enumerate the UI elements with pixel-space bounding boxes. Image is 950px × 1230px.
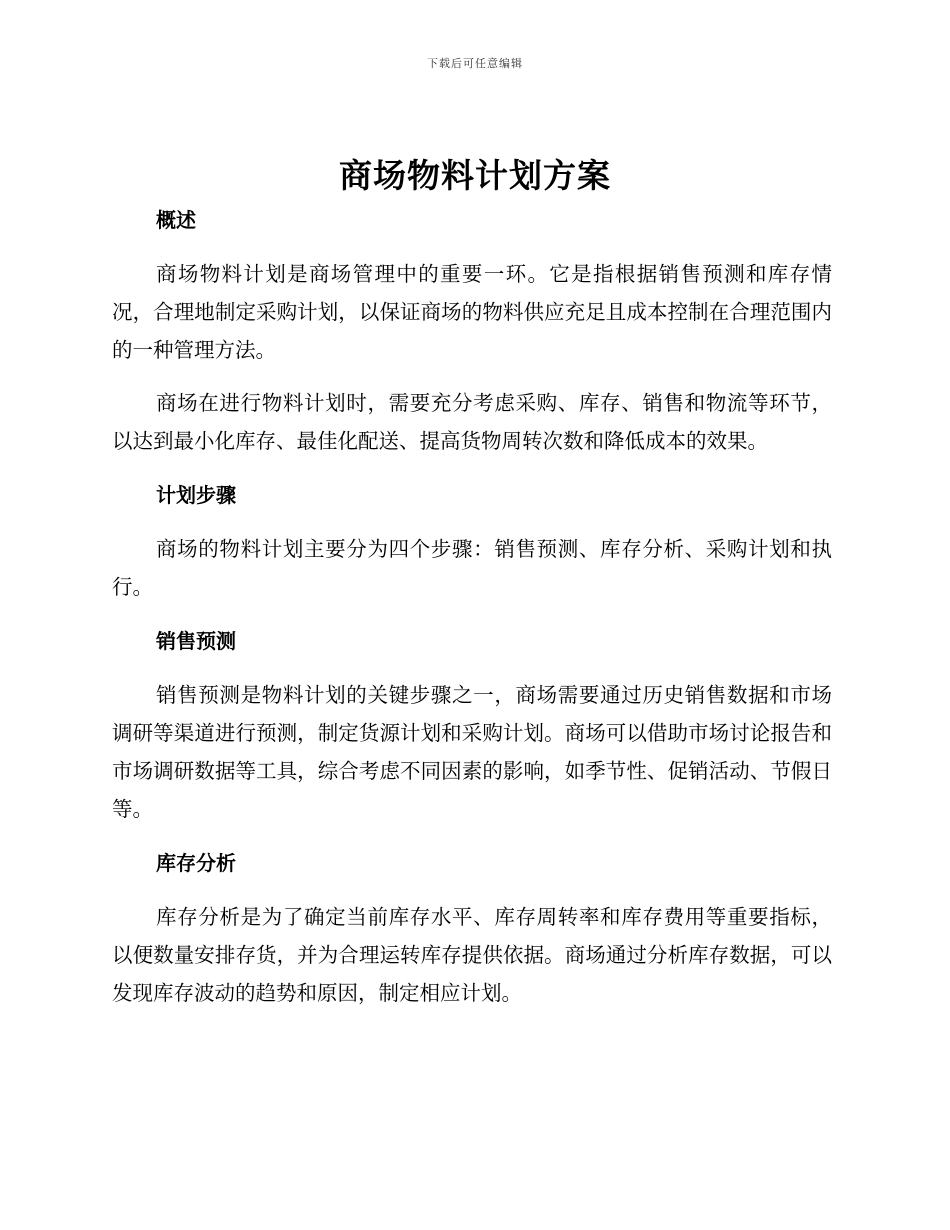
paragraph: 库存分析是为了确定当前库存水平、库存周转率和库存费用等重要指标，以便数量安排存货，并为合理运转库存提供依据。商场通过分析库存数据，可以发现库存波动的趋势和原因，制定相应计划。	[112, 905, 832, 1005]
section-heading: 概述	[156, 208, 196, 232]
paragraph: 商场物料计划是商场管理中的重要一环。它是指根据销售预测和库存情况，合理地制定采购计划，以保证商场的物料供应充足且成本控制在合理范围内的一种管理方法。	[112, 262, 832, 362]
section-inventory-analysis	[112, 843, 832, 1012]
document-title: 商场物料计划方案	[339, 156, 611, 195]
document-body	[112, 200, 832, 1012]
section-plan-steps	[112, 475, 832, 621]
paragraph: 销售预测是物料计划的关键步骤之一，商场需要通过历史销售数据和市场调研等渠道进行预测，制定货源计划和采购计划。商场可以借助市场讨论报告和市场调研数据等工具，综合考虑不同因素的影响，如季节性、促销活动、节假日等。	[112, 683, 832, 821]
section-heading: 销售预测	[156, 629, 236, 653]
section-sales-forecast	[112, 621, 832, 843]
paragraph: 商场的物料计划主要分为四个步骤：销售预测、库存分析、采购计划和执行。	[112, 537, 832, 599]
section-heading: 计划步骤	[156, 483, 236, 507]
header-note: 下载后可任意编辑	[427, 57, 523, 70]
paragraph: 商场在进行物料计划时，需要充分考虑采购、库存、销售和物流等环节，以达到最小化库存、最佳化配送、提高货物周转次数和降低成本的效果。	[112, 391, 832, 453]
section-overview	[112, 200, 832, 475]
section-heading: 库存分析	[156, 851, 236, 875]
